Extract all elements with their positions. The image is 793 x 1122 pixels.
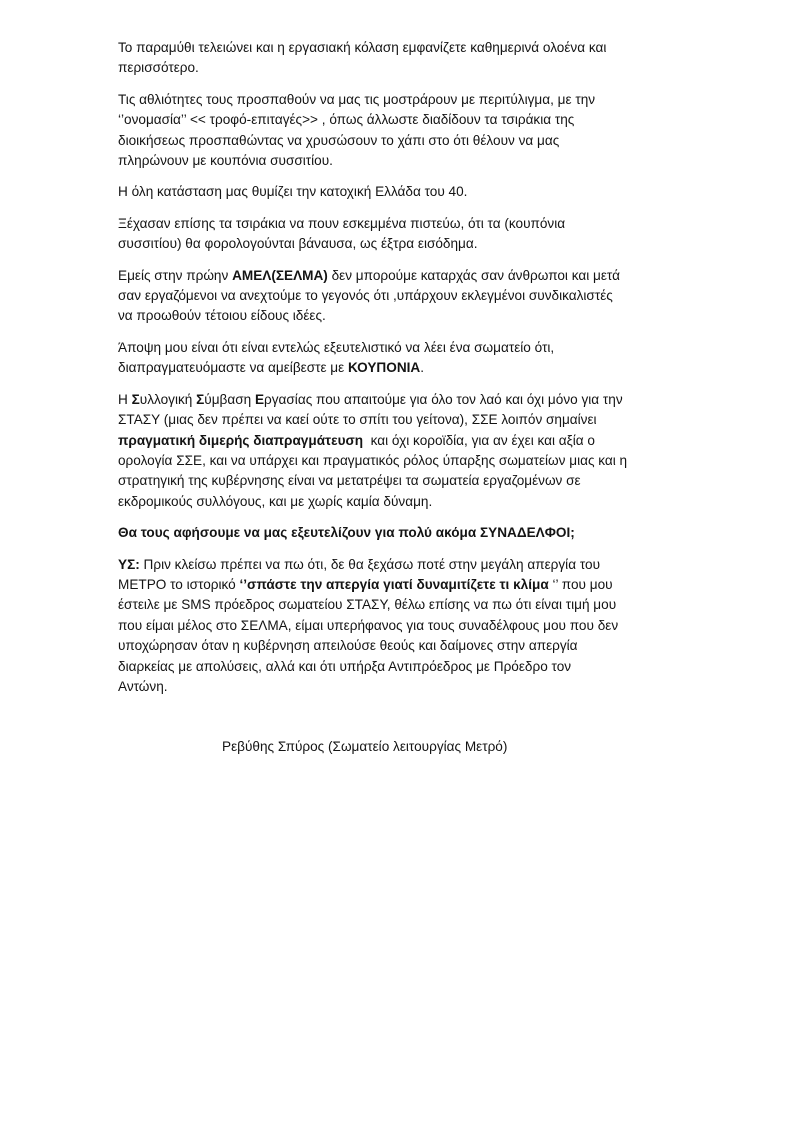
text-line: συσσιτίου) θα φορολογούνται βάναυσα, ως έξτρα εισόδημα. (118, 236, 478, 252)
text-run: Η (118, 391, 132, 407)
paragraph-collective-agreement (118, 390, 675, 512)
text-line: πληρώνουν με κουπόνια συσσιτίου. (118, 153, 333, 169)
text-line: διοικήσεως προσπαθώντας να χρυσώσουν το χάπι στο ότι θέλουν να μας (118, 132, 560, 148)
paragraph-intro (118, 38, 675, 79)
text-line: έστειλε με SMS πρόεδρος σωματείου ΣΤΑΣΥ, θέλω επίσης να πω ότι είναι τιμή μου (118, 597, 617, 613)
text-run: διαπραγματευόμαστε να αμείβεστε με (118, 360, 348, 376)
text-run: ΜΕΤΡΟ το ιστορικό (118, 576, 240, 592)
text-line: στρατηγική της κυβέρνησης είναι να μετατρέψει τα σωματεία εργαζομένων σε (118, 473, 581, 489)
text-line: διαρκείας με απολύσεις, αλλά και ότι υπήρξα Αντιπρόεδρος με Πρόεδρο τον (118, 658, 572, 674)
text-line (118, 431, 675, 451)
signature: Ρεβύθης Σπύρος (Σωματείο λειτουργίας Μετρό) (222, 739, 508, 754)
bold-text: ΑΜΕΛ(ΣΕΛΜΑ) (232, 267, 328, 283)
text-line: περισσότερο. (118, 60, 199, 76)
text-run: ‘’ που μου (548, 576, 613, 592)
text-run: και όχι κοροϊδία, για αν έχει και αξία ο (363, 432, 595, 448)
text-run: . (420, 360, 425, 376)
text-line: Αντώνη. (118, 678, 168, 694)
paragraph-occupation (118, 182, 675, 202)
text-run: Εμείς στην πρώην (118, 267, 233, 283)
text-line (118, 575, 675, 595)
paragraph-taxation (118, 214, 675, 255)
bold-initial: Σ (131, 391, 140, 407)
bold-quote: ‘’σπάστε την απεργία γιατί δυναμιτίζετε τι κλίμα (239, 576, 549, 592)
bold-text: ΚΟΥΠΟΝΙΑ (347, 360, 421, 376)
text-line (118, 390, 675, 410)
text-line: να προωθούν τέτοιου είδους ιδέες. (118, 308, 326, 324)
bold-question: Θα τους αφήσουμε να μας εξευτελίζουν για πολύ ακόμα ΣΥΝΑΔΕΛΦΟΙ; (118, 525, 575, 541)
text-line: που είμαι μέλος στο ΣΕΛΜΑ, είμαι υπερήφανος για τους συναδέλφους μου που δεν (118, 617, 619, 633)
bold-initial: Ε (254, 391, 265, 407)
paragraph-postscript (118, 555, 675, 698)
text-line: Τις αθλιότητες τους προσπαθούν να μας τις μοστράρουν με περιτύλιγμα, με την (118, 91, 596, 107)
text-run: Πριν κλείσω πρέπει να πω ότι, δε θα ξεχάσω ποτέ στην μεγάλη απεργία του (139, 556, 601, 572)
text-line: ΣΤΑΣΥ (μιας δεν πρέπει να καεί ούτε το σπίτι του γείτονα), ΣΣΕ λοιπόν σημαίνει (118, 412, 597, 428)
text-line: σαν εργαζόμενοι να ανεχτούμε το γεγονός ότι ,υπάρχουν εκλεγμένοι συνδικαλιστές (118, 288, 613, 304)
text-line: υποχώρησαν όταν η κυβέρνηση απειλούσε θεούς και δαίμονες στην απεργία (118, 638, 578, 654)
paragraph-question (118, 523, 675, 543)
text-line: εκδρομικούς συλλόγους, και με χωρίς καμία δύναμη. (118, 493, 433, 509)
text-line: Η όλη κατάσταση μας θυμίζει την κατοχική Ελλάδα του 40. (118, 184, 468, 200)
text-line (118, 555, 675, 575)
text-run: υλλογική (139, 391, 197, 407)
text-run: ύμβαση (204, 391, 255, 407)
text-line: Άποψη μου είναι ότι είναι εντελώς εξευτελιστικό να λέει ένα σωματείο ότι, (118, 339, 555, 355)
text-line (118, 358, 675, 378)
postscript-label: ΥΣ: (118, 556, 140, 572)
text-line (118, 266, 675, 286)
text-line: ‘’ονομασία’’ << τροφό-επιταγές>> , όπως άλλωστε διαδίδουν τα τσιράκια της (118, 112, 575, 128)
paragraph-opinion (118, 338, 675, 379)
text-run: ργασίας που απαιτούμε για όλο τον λαό και όχι μόνο για την (264, 391, 623, 407)
bold-initial: Σ (196, 391, 205, 407)
text-line: Το παραμύθι τελειώνει και η εργασιακή κόλαση εμφανίζετε καθημερινά ολοένα και (118, 40, 607, 55)
text-line: ορολογία ΣΣΕ, και να υπάρχει και πραγματικός ρόλος ύπαρξης σωματείων μιας και η (118, 452, 628, 468)
text-line: Ξέχασαν επίσης τα τσιράκια να πουν εσκεμμένα πιστεύω, ότι τα (κουπόνια (118, 215, 566, 231)
bold-text: πραγματική διμερής διαπραγμάτευση (118, 432, 364, 448)
paragraph-meal-vouchers (118, 90, 675, 172)
paragraph-amel (118, 266, 675, 327)
text-run: δεν μπορούμε καταρχάς σαν άνθρωποι και μετά (327, 267, 620, 283)
